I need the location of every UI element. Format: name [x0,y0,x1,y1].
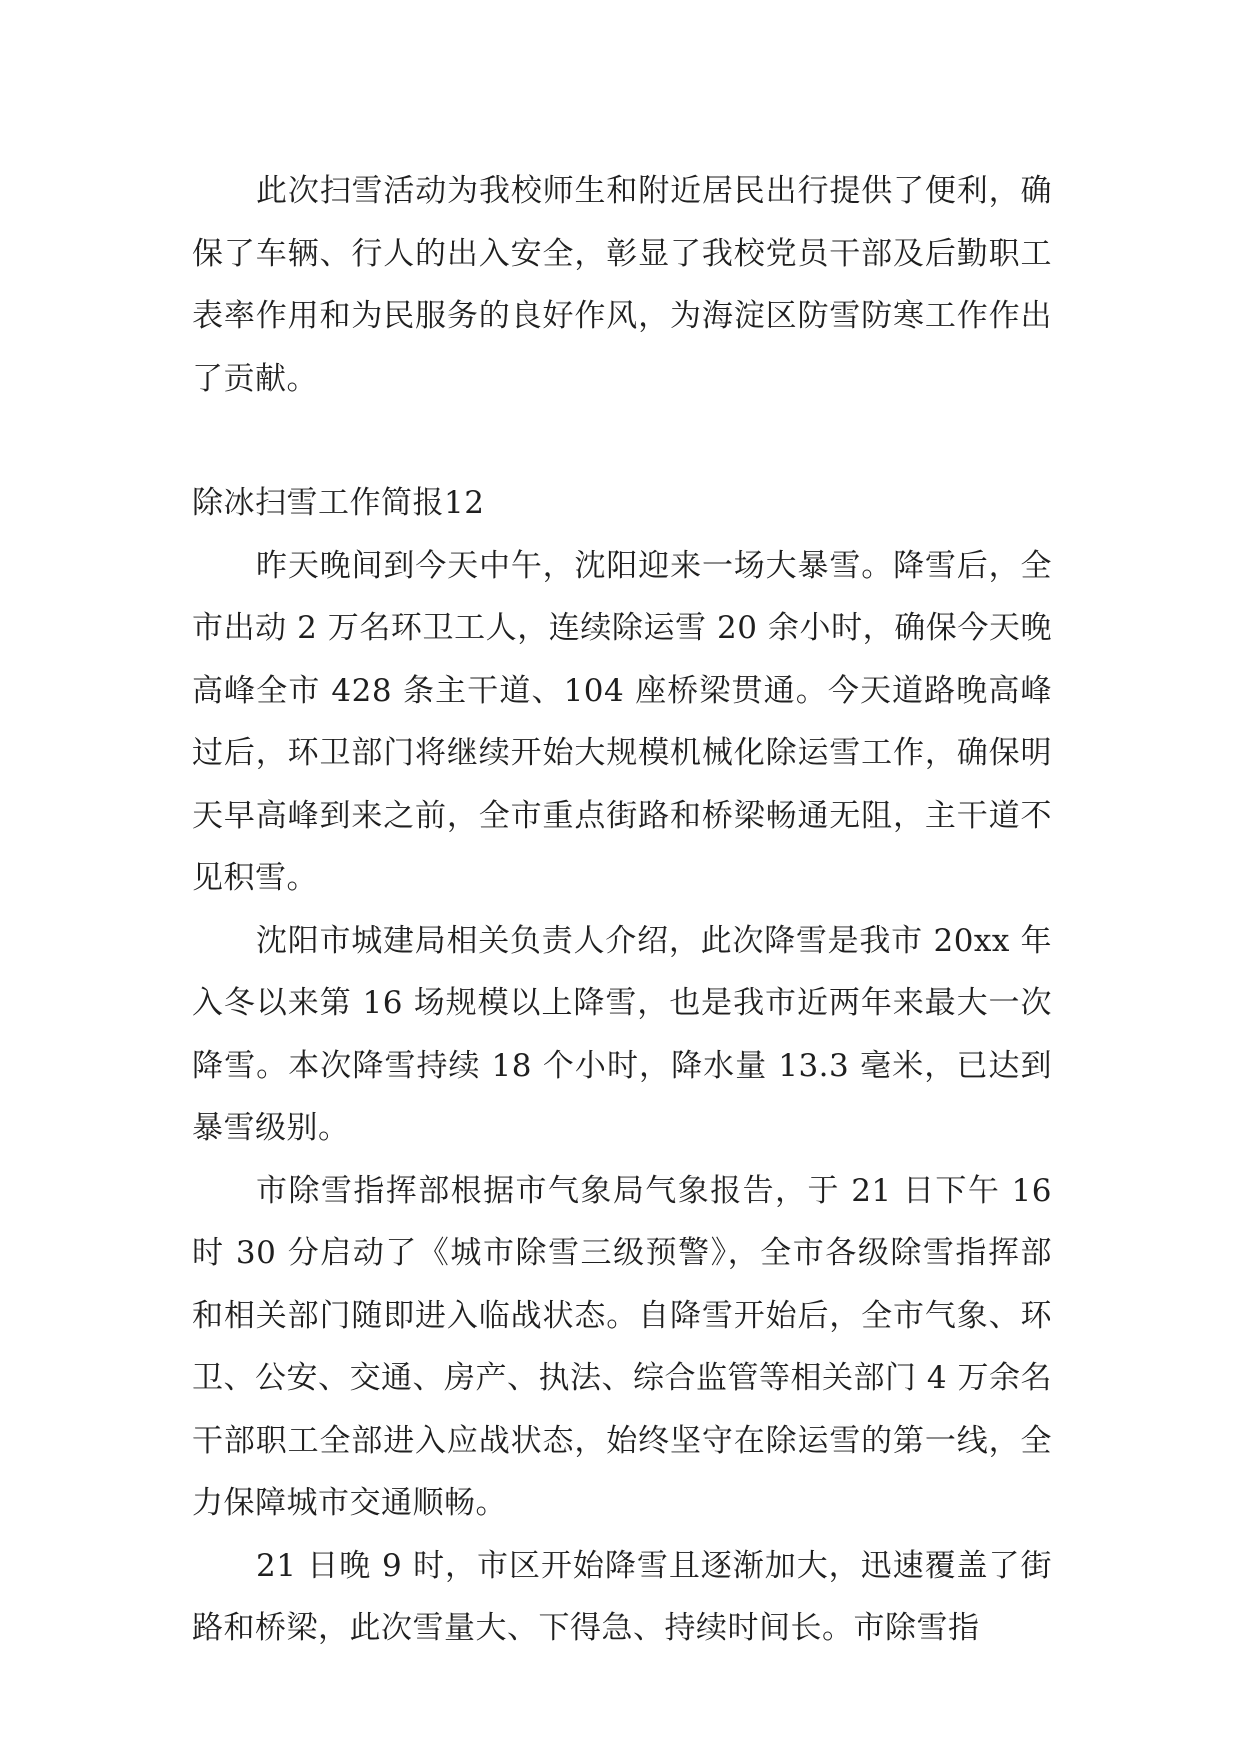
document-body [192,160,1052,1660]
paragraph-4: 21 日晚 9 时，市区开始降雪且逐渐加大，迅速覆盖了街路和桥梁，此次雪量大、下得急、持续时间长。市除雪指 [192,1547,1052,1646]
paragraph-intro: 此次扫雪活动为我校师生和附近居民出行提供了便利，确保了车辆、行人的出入安全，彰显了我校党员干部及后勤职工表率作用和为民服务的良好作风，为海淀区防雪防寒工作作出了贡献。 [192,173,1052,397]
section-title: 除冰扫雪工作简报12 [192,485,485,521]
paragraph-gap [192,410,1052,472]
paragraph-2: 沈阳市城建局相关负责人介绍，此次降雪是我市 20xx 年入冬以来第 16 场规模以上降雪，也是我市近两年来最大一次降雪。本次降雪持续 18 个小时，降水量 13.3 毫米，已达到暴雪级别。 [192,922,1052,1146]
paragraph-1: 昨天晚间到今天中午，沈阳迎来一场大暴雪。降雪后，全市出动 2 万名环卫工人，连续除运雪 20 余小时，确保今天晚高峰全市 428 条主干道、104 座桥梁贯通。今天道路晚高峰过后，环卫部门将继续开始大规模机械化除运雪工作，确保明天早高峰到来之前，全市重点街路和桥梁畅通无阻，主干道不见积雪。 [192,547,1052,896]
paragraph-3: 市除雪指挥部根据市气象局气象报告，于 21 日下午 16 时 30 分启动了《城市除雪三级预警》，全市各级除雪指挥部和相关部门随即进入临战状态。自降雪开始后，全市气象、环卫、公安、交通、房产、执法、综合监管等相关部门 4 万余名干部职工全部进入应战状态，始终坚守在除运雪的第一线，全力保障城市交通顺畅。 [192,1172,1052,1521]
